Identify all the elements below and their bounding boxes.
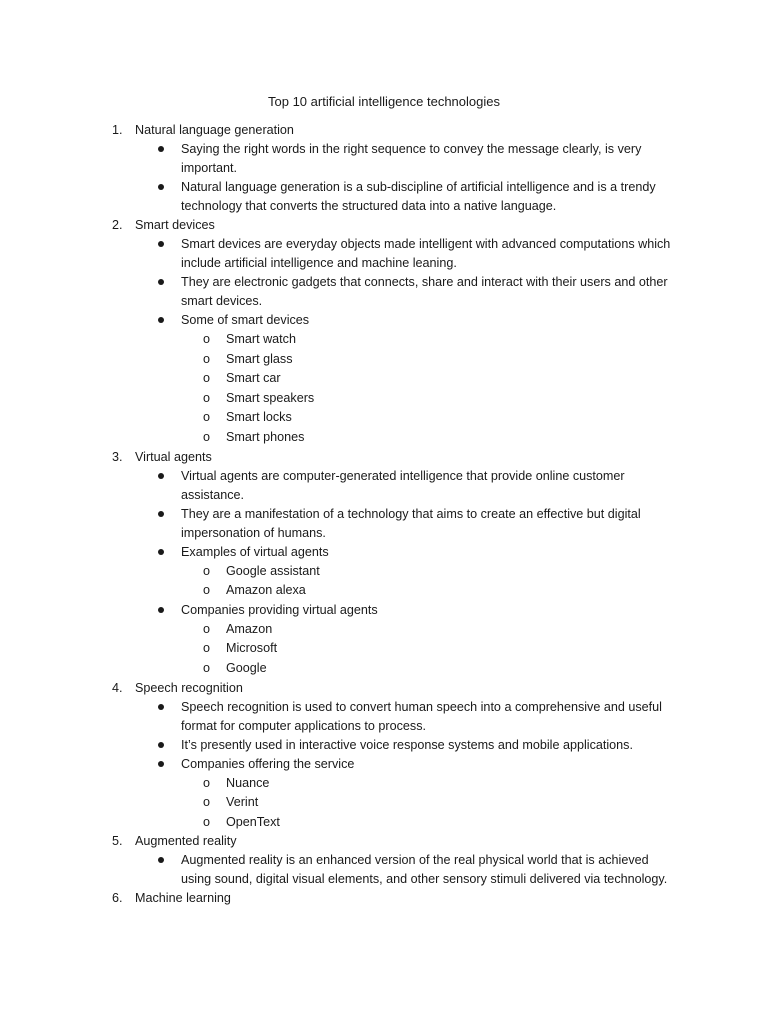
section-number: 2. [112,218,123,232]
bullet-dot-icon [158,549,164,555]
section-heading [0,216,768,235]
bullet-text: They are electronic gadgets that connects, share and interact with their users and other smart devices. [181,275,668,308]
section-heading [0,679,768,698]
bullet-item [0,543,768,562]
sub-bullet-marker: o [203,795,211,810]
bullet-item [0,178,768,216]
bullet-dot-icon [158,607,164,613]
sub-bullet-marker: o [203,371,211,386]
bullet-dot-icon [158,184,164,190]
bullet-item [0,140,768,178]
sub-bullet-text: Verint [226,795,259,810]
sub-bullet-marker: o [203,583,211,598]
outline-section [0,679,768,833]
bullet-item [0,736,768,755]
bullet-dot-icon [158,279,164,285]
section-heading-text: Augmented reality [135,834,237,849]
bullet-text: Smart devices are everyday objects made intelligent with advanced computations which include artificial intelligence and machine leaning. [181,237,671,270]
sub-bullet-marker: o [203,563,211,578]
outline-section [0,832,768,889]
section-heading [0,121,768,140]
section-heading [0,832,768,851]
sub-bullet-item [0,581,768,601]
bullet-text: Companies offering the service [181,756,355,771]
bullet-item [0,235,768,273]
sub-bullet-item [0,428,768,448]
sub-bullet-marker: o [203,429,211,444]
bullet-dot-icon [158,761,164,767]
sub-bullet-item [0,350,768,370]
sub-bullet-item [0,369,768,389]
section-heading-text: Machine learning [135,891,231,906]
sub-bullet-item [0,639,768,659]
bullet-item [0,601,768,620]
bullet-item [0,755,768,774]
sub-bullet-text: Nuance [226,775,270,790]
sub-bullet-marker: o [203,814,211,829]
sub-bullet-marker: o [203,621,211,636]
sub-bullet-item [0,389,768,409]
bullet-item [0,273,768,311]
document-title: Top 10 artificial intelligence technologies [268,94,500,109]
sub-bullet-list [0,330,768,448]
sub-bullet-text: Smart speakers [226,390,315,405]
bullet-text: Some of smart devices [181,313,310,327]
bullet-list [0,851,768,889]
section-heading-text: Smart devices [135,218,215,232]
outline-section [0,889,768,908]
sub-bullet-item [0,620,768,640]
bullet-item [0,311,768,330]
section-number: 6. [112,891,123,906]
sub-bullet-text: Amazon alexa [226,583,306,598]
sub-bullet-text: Google [226,660,267,675]
sub-bullet-marker: o [203,351,211,366]
sub-bullet-text: Smart watch [226,332,296,346]
bullet-dot-icon [158,146,164,152]
bullet-item [0,851,768,889]
section-heading-text: Natural language generation [135,123,294,137]
sub-bullet-item [0,330,768,350]
bullet-text: They are a manifestation of a technology that aims to create an effective but digital impersonation of humans. [181,506,641,540]
sub-bullet-item [0,659,768,679]
section-number: 4. [112,680,123,695]
sub-bullet-item [0,813,768,833]
bullet-dot-icon [158,511,164,517]
bullet-list [0,698,768,833]
bullet-item [0,698,768,736]
bullet-dot-icon [158,241,164,247]
bullet-text: It’s presently used in interactive voice response systems and mobile applications. [181,737,633,752]
outline-section [0,121,768,216]
sub-bullet-text: Amazon [226,621,273,636]
sub-bullet-item [0,793,768,813]
sub-bullet-list [0,774,768,833]
outline-section [0,216,768,448]
section-number: 5. [112,834,123,849]
sub-bullet-text: Smart car [226,371,281,386]
sub-bullet-marker: o [203,641,211,656]
bullet-text: Examples of virtual agents [181,544,329,559]
sub-bullet-list [0,620,768,679]
sub-bullet-marker: o [203,390,211,405]
bullet-dot-icon [158,742,164,748]
sub-bullet-marker: o [203,332,211,346]
section-number: 3. [112,449,123,464]
bullet-dot-icon [158,704,164,710]
sub-bullet-marker: o [203,775,211,790]
sub-bullet-text: Smart locks [226,410,292,425]
bullet-item [0,505,768,543]
sub-bullet-text: Microsoft [226,641,278,656]
bullet-item [0,467,768,505]
bullet-list [0,235,768,448]
sub-bullet-marker: o [203,660,211,675]
bullet-text: Natural language generation is a sub-discipline of artificial intelligence and is a trendy technology that converts the structured data into a native language. [181,180,656,213]
document-body [0,121,768,908]
sub-bullet-text: Google assistant [226,563,320,578]
sub-bullet-item [0,774,768,794]
sub-bullet-text: Smart glass [226,351,293,366]
sub-bullet-item [0,562,768,582]
sub-bullet-text: Smart phones [226,429,305,444]
sub-bullet-text: OpenText [226,814,280,829]
section-heading-text: Speech recognition [135,680,243,695]
bullet-list [0,467,768,679]
bullet-dot-icon [158,473,164,479]
bullet-text: Companies providing virtual agents [181,602,378,617]
sub-bullet-item [0,408,768,428]
sub-bullet-marker: o [203,410,211,425]
bullet-list [0,140,768,216]
bullet-text: Saying the right words in the right sequence to convey the message clearly, is very important. [181,142,642,175]
bullet-text: Speech recognition is used to convert human speech into a comprehensive and useful format for computer applications to process. [181,699,662,733]
sub-bullet-list [0,562,768,601]
section-heading [0,889,768,908]
bullet-text: Augmented reality is an enhanced version of the real physical world that is achieved using sound, digital visual elements, and other sensory stimuli delivered via technology. [181,853,668,887]
bullet-dot-icon [158,857,164,863]
section-number: 1. [112,123,123,137]
bullet-text: Virtual agents are computer-generated intelligence that provide online customer assistance. [181,468,625,502]
section-heading-text: Virtual agents [135,449,212,464]
section-heading [0,448,768,467]
bullet-dot-icon [158,317,164,323]
outline-section [0,448,768,679]
